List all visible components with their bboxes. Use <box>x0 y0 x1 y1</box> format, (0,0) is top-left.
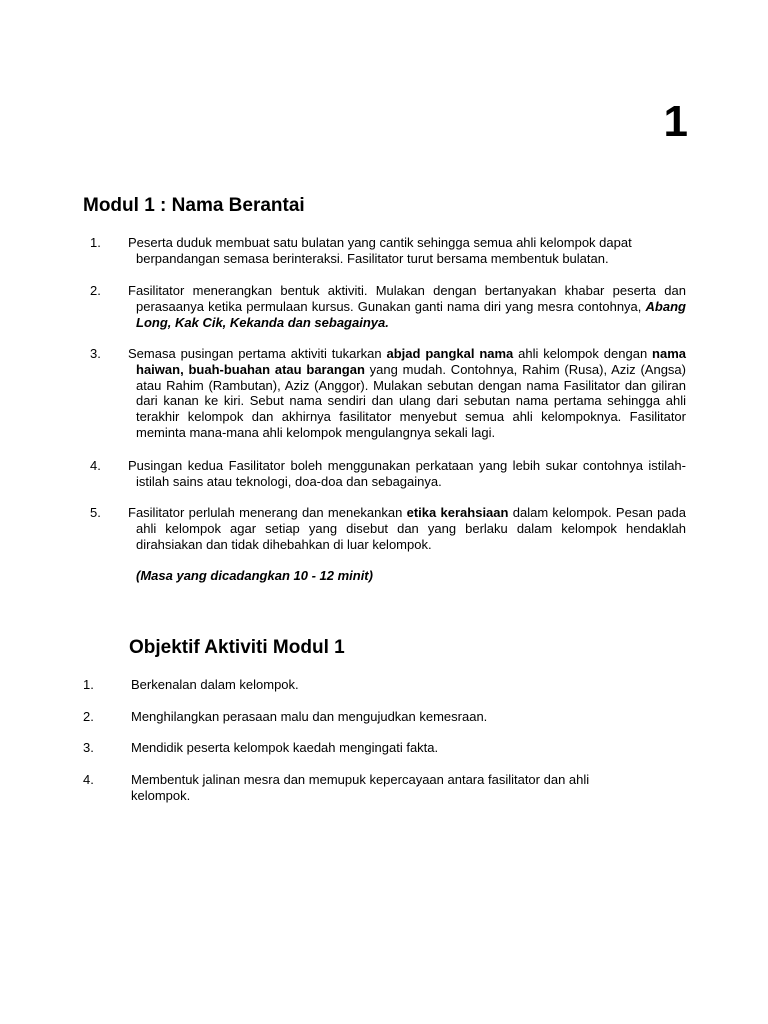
page-number: 1 <box>663 97 688 146</box>
step-text-emphasis: nama haiwan, buah-buahan atau barangan <box>136 346 687 377</box>
duration-note: (Masa yang dicadangkan 10 - 12 minit) <box>136 568 373 583</box>
objective-number: 2. <box>83 709 94 724</box>
objective-number: 4. <box>83 772 94 787</box>
step-text-emphasis: etika kerahsiaan <box>406 505 509 520</box>
step-text-segment: Fasilitator perlulah menerang dan menekankan <box>128 505 407 520</box>
module-step <box>90 235 686 267</box>
objective-text: Membentuk jalinan mesra dan memupuk kepercayaan antara fasilitator dan ahli kelompok. <box>131 772 590 803</box>
objective-number: 3. <box>83 740 94 755</box>
objective-item <box>83 709 643 725</box>
module-title: Modul 1 : Nama Berantai <box>83 195 305 216</box>
step-text-segment: yang mudah. Contohnya, Rahim (Rusa), Aziz (Angsa) atau Rahim (Rambutan), Aziz (Anggor). Mulakan sebutan dengan nama Fasilitator dan giliran dari kanan ke kiri. Sebut nama sendiri dan ulang dari sebutan nama pertama sehingga ahli terakhir kelompok dan akhirnya fasilitator menyebut semua ahli kelompoknya. Fasilitator meminta mana-mana ahli kelompok mengulangnya sekali lagi. <box>136 361 686 440</box>
step-text-segment: Pusingan kedua Fasilitator boleh menggunakan perkataan yang lebih sukar contohnya istilah-istilah sains atau teknologi, doa-doa dan sebagainya. <box>128 458 686 489</box>
step-text-segment: dalam kelompok. Pesan pada ahli kelompok agar setiap yang disebut dan yang berlaku dalam kelompok hendaklah dirahsiakan dan tidak dihebahkan di luar kelompok. <box>136 505 686 552</box>
module-step <box>90 505 686 552</box>
module-step <box>90 346 686 441</box>
objective-item <box>83 740 643 756</box>
step-number: 3. <box>90 346 101 361</box>
step-text-segment: Semasa pusingan pertama aktiviti tukarkan <box>128 346 387 361</box>
step-text <box>128 283 686 330</box>
step-number: 1. <box>90 235 101 250</box>
step-text <box>128 458 686 490</box>
step-number: 4. <box>90 458 101 473</box>
step-number: 2. <box>90 283 101 298</box>
objectives-title: Objektif Aktiviti Modul 1 <box>129 637 345 658</box>
step-text-segment: Fasilitator menerangkan bentuk aktiviti. Mulakan dengan bertanyakan khabar peserta dan perasaanya ketika permulaan kursus. Gunakan ganti nama diri yang mesra contohnya, <box>128 283 686 314</box>
step-text-segment: ahli kelompok dengan <box>513 346 653 361</box>
step-text <box>128 235 686 267</box>
step-text <box>128 346 686 441</box>
objective-text: Mendidik peserta kelompok kaedah mengingati fakta. <box>131 740 439 755</box>
step-text-emphasis: Abang Long, Kak Cik, Kekanda dan sebagainya. <box>136 298 686 330</box>
module-step <box>90 283 686 330</box>
module-step <box>90 458 686 490</box>
step-text-segment: Peserta duduk membuat satu bulatan yang cantik sehingga semua ahli kelompok dapat berpandangan semasa berinteraksi. Fasilitator turut bersama membentuk bulatan. <box>128 235 632 266</box>
step-text-emphasis: abjad pangkal nama <box>386 346 514 361</box>
step-number: 5. <box>90 505 101 520</box>
objective-item <box>83 772 643 804</box>
objective-text: Menghilangkan perasaan malu dan mengujudkan kemesraan. <box>131 709 488 724</box>
objective-text: Berkenalan dalam kelompok. <box>131 677 299 692</box>
objective-number: 1. <box>83 677 94 692</box>
step-text <box>128 505 686 552</box>
objective-item <box>83 677 643 693</box>
